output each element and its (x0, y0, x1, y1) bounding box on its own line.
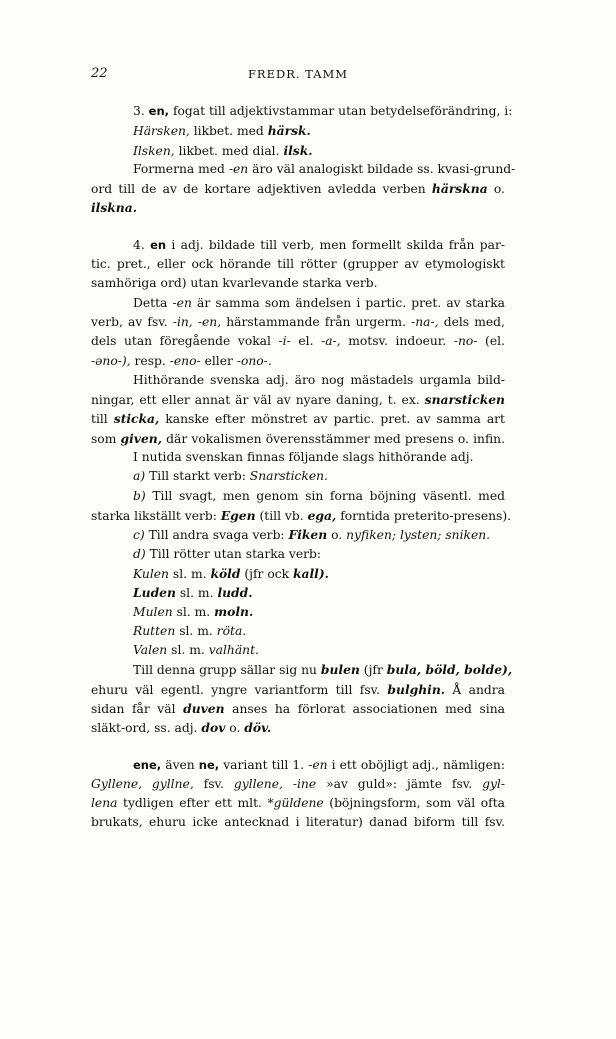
section-4-line-8: Hithörande svenska adj. äro nog mästadels urgamla bild- (133, 372, 505, 387)
section-4-line-9: ningar, ett eller annat är väl av nyare daning, t. ex. snarsticken (91, 392, 505, 408)
section-4-para-e-1: Till denna grupp sällar sig nu bulen (jfr bula, böld, bolde), (133, 662, 513, 678)
list-item-d-2: Luden sl. m. ludd. (133, 585, 253, 601)
list-item-c: c) Till andra svaga verb: Fiken o. nyfiken; lysten; sniken. (133, 527, 491, 543)
section-5-line-4: brukats, ehuru icke antecknad i literatur) danad biform till fsv. (91, 815, 505, 830)
list-item-d-5: Valen sl. m. valhänt. (133, 643, 259, 658)
section-4-line-1: 4. en i adj. bildade till verb, men formellt skilda från par- (133, 237, 505, 252)
list-item-d: d) Till rötter utan starka verb: (133, 546, 322, 561)
section-4-line-2: tic. pret., eller ock hörande till rötter (grupper av etymologiskt (91, 257, 505, 272)
body-text (91, 102, 516, 833)
section-4-line-5: verb, av fsv. -in, -en, härstammande från urgerm. -na-, dels med, (91, 314, 505, 329)
list-item-d-4: Rutten sl. m. röta. (133, 623, 247, 638)
section-4-line-4: Detta -en är samma som ändelsen i partic. pret. av starka (133, 295, 505, 310)
section-4-para-e-2: ehuru väl egentl. yngre variantform till fsv. bulghin. Å andra (91, 681, 505, 697)
section-3-para-line-1: Formerna med -en äro väl analogiskt bildade ss. kvasi-grund- (133, 161, 516, 176)
section-4-para-e-3: sidan får väl duven anses ha förlorat associationen med sina (91, 700, 505, 716)
section-4-line-12: I nutida svenskan finnas följande slags hithörande adj. (133, 450, 474, 465)
section-3-example-1: Härsken, likbet. med härsk. (133, 123, 311, 139)
list-item-b-cont: starka likställt verb: Egen (till vb. ega, forntida preterito-presens). (91, 507, 512, 523)
section-5-line-1: ene, även ne, variant till 1. -en i ett oböjligt adj., nämligen: (133, 757, 505, 772)
section-4-line-11: som given, där vokalismen överensstämmer med presens o. infin. (91, 430, 505, 446)
section-4-line-10: till sticka, kanske efter mönstret av partic. pret. av samma art (91, 411, 505, 427)
section-5-line-3: lena tydligen efter ett mlt. *güldene (böjningsform, som väl ofta (91, 796, 505, 811)
page-header (91, 66, 505, 86)
section-4-line-7: -ənо-), resp. -eno- eller -ono-. (91, 353, 272, 368)
page-number: 22 (91, 66, 108, 81)
list-item-d-3: Mulen sl. m. moln. (133, 604, 254, 620)
section-4-para-e-4: släkt-ord, ss. adj. dov o. döv. (91, 720, 272, 736)
section-4-line-6: dels utan föregående vokal -i- el. -a-, motsv. indoeur. -no- (el. (91, 334, 505, 349)
section-5-line-2: Gyllene, gyllne, fsv. gyllene, -ine »av guld»: jämte fsv. gyl- (91, 776, 505, 791)
list-item-b: b) Till svagt, men genom sin forna böjning väsentl. med (133, 488, 505, 503)
running-head: FREDR. TAMM (247, 67, 349, 81)
list-item-a: a) Till starkt verb: Snarsticken. (133, 469, 328, 484)
section-3-example-2: Ilsken, likbet. med dial. ilsk. (133, 142, 313, 158)
list-item-d-1: Kulen sl. m. köld (jfr ock kall). (133, 565, 329, 581)
section-4-line-3: samhöriga ord) utan kvarlevande starka verb. (91, 276, 378, 291)
section-3-para-line-3: ilskna. (91, 200, 137, 216)
section-3-line-1: 3. en, fogat till adjektivstammar utan betydelseförändring, i: (133, 104, 513, 118)
section-3-para-line-2: ord till de av de kortare adjektiven avledda verben härskna o. (91, 181, 505, 197)
